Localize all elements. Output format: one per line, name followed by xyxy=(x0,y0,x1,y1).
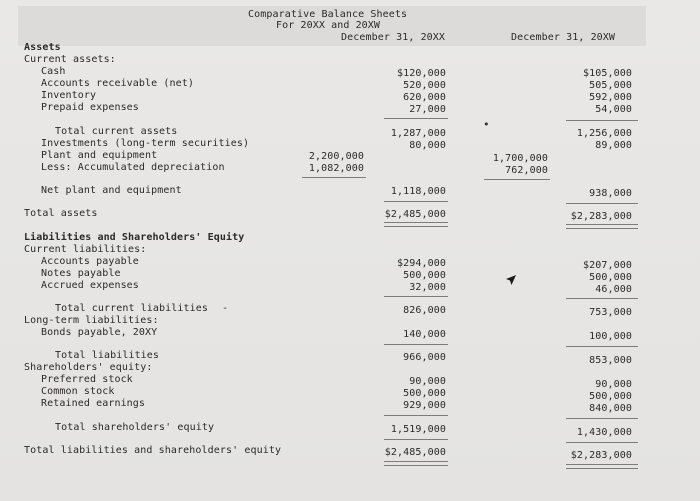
total-liab-equity-20xx: $2,485,000 xyxy=(384,447,446,458)
total-current-liab-label: Total current liabilities xyxy=(55,303,209,314)
total-liab-label: Total liabilities xyxy=(55,350,160,361)
total-liab-equity-20xw: $2,283,000 xyxy=(570,450,632,461)
investments-label: Investments (long-term securities) xyxy=(41,138,250,149)
double-rule-total-assets-20xx xyxy=(384,222,448,227)
bonds-20xw: 100,000 xyxy=(589,331,632,342)
total-liab-20xx: 966,000 xyxy=(403,352,446,363)
ar-20xw: 505,000 xyxy=(589,80,632,91)
ar-label: Accounts receivable (net) xyxy=(41,78,195,89)
prepaid-20xw: 54,000 xyxy=(595,104,632,115)
total-liab-20xw: 853,000 xyxy=(589,355,632,366)
accum-dep-20xx: 1,082,000 xyxy=(308,163,364,174)
rule-current-liab-20xw xyxy=(566,298,638,299)
accrued-label: Accrued expenses xyxy=(41,280,139,291)
investments-20xw: 89,000 xyxy=(595,140,632,151)
plant-20xw: 1,700,000 xyxy=(492,153,548,164)
plant-label: Plant and equipment xyxy=(41,150,158,161)
total-liab-equity-label: Total liabilities and shareholders' equity xyxy=(24,445,282,456)
total-current-assets-label: Total current assets xyxy=(55,126,178,137)
rule-bonds-20xw xyxy=(566,346,638,347)
rule-total-equity-20xx xyxy=(384,439,448,440)
sheet-subtitle: For 20XX and 20XW xyxy=(276,20,381,31)
mouse-pointer-icon xyxy=(505,274,517,286)
stray-dash-mark: - xyxy=(222,303,229,314)
total-current-liab-20xw: 753,000 xyxy=(589,307,632,318)
rule-net-plant-20xx xyxy=(384,201,448,202)
net-plant-20xw: 938,000 xyxy=(589,188,632,199)
rule-accum-dep-20xw xyxy=(484,179,550,180)
total-current-assets-20xw: 1,256,000 xyxy=(576,128,632,139)
ap-20xx: $294,000 xyxy=(397,258,446,269)
net-plant-label: Net plant and equipment xyxy=(41,185,182,196)
cash-20xw: $105,000 xyxy=(583,68,632,79)
total-current-assets-20xx: 1,287,000 xyxy=(390,128,446,139)
accrued-20xx: 32,000 xyxy=(409,282,446,293)
notes-20xw: 500,000 xyxy=(589,272,632,283)
double-rule-total-assets-20xw xyxy=(566,224,638,229)
total-assets-20xw: $2,283,000 xyxy=(570,211,632,222)
inventory-20xx: 620,000 xyxy=(403,92,446,103)
assets-heading: Assets xyxy=(24,42,61,53)
sheet-title: Comparative Balance Sheets xyxy=(248,9,408,20)
double-rule-grand-total-20xx xyxy=(384,461,448,466)
total-current-liab-20xx: 826,000 xyxy=(403,305,446,316)
accum-dep-20xw: 762,000 xyxy=(505,165,548,176)
retained-label: Retained earnings xyxy=(41,398,146,409)
notes-20xx: 500,000 xyxy=(403,270,446,281)
investments-20xx: 80,000 xyxy=(409,140,446,151)
rule-current-assets-20xx xyxy=(384,118,448,119)
rule-net-plant-20xw xyxy=(566,203,638,204)
longterm-liab-heading: Long-term liabilities: xyxy=(24,315,159,326)
total-assets-20xx: $2,485,000 xyxy=(384,209,446,220)
column-header-20xx: December 31, 20XX xyxy=(341,32,446,43)
retained-20xw: 840,000 xyxy=(589,403,632,414)
inventory-20xw: 592,000 xyxy=(589,92,632,103)
column-header-20xw: December 31, 20XW xyxy=(511,32,616,43)
total-equity-20xw: 1,430,000 xyxy=(576,427,632,438)
net-plant-20xx: 1,118,000 xyxy=(390,186,446,197)
total-equity-20xx: 1,519,000 xyxy=(390,424,446,435)
ap-20xw: $207,000 xyxy=(583,260,632,271)
common-label: Common stock xyxy=(41,386,115,397)
ar-20xx: 520,000 xyxy=(403,80,446,91)
inventory-label: Inventory xyxy=(41,90,97,101)
bonds-label: Bonds payable, 20XY xyxy=(41,327,158,338)
total-equity-label: Total shareholders' equity xyxy=(55,422,215,433)
common-20xw: 500,000 xyxy=(589,391,632,402)
preferred-label: Preferred stock xyxy=(41,374,133,385)
double-rule-grand-total-20xw xyxy=(566,464,638,469)
notes-label: Notes payable xyxy=(41,268,121,279)
preferred-20xw: 90,000 xyxy=(595,379,632,390)
total-assets-label: Total assets xyxy=(24,208,98,219)
preferred-20xx: 90,000 xyxy=(409,376,446,387)
shareholders-equity-heading: Shareholders' equity: xyxy=(24,362,153,373)
common-20xx: 500,000 xyxy=(403,388,446,399)
liabilities-equity-heading: Liabilities and Shareholders' Equity xyxy=(24,232,245,243)
bonds-20xx: 140,000 xyxy=(403,329,446,340)
cash-label: Cash xyxy=(41,66,66,77)
cash-20xx: $120,000 xyxy=(397,68,446,79)
prepaid-label: Prepaid expenses xyxy=(41,102,139,113)
rule-current-liab-20xx xyxy=(384,296,448,297)
stray-dot-mark: • xyxy=(483,118,490,131)
rule-bonds-20xx xyxy=(384,344,448,345)
accrued-20xw: 46,000 xyxy=(595,284,632,295)
rule-accum-dep-20xx xyxy=(302,177,366,178)
current-assets-heading: Current assets: xyxy=(24,54,116,65)
plant-20xx: 2,200,000 xyxy=(308,151,364,162)
ap-label: Accounts payable xyxy=(41,256,139,267)
rule-retained-20xw xyxy=(566,418,638,419)
rule-retained-20xx xyxy=(384,415,448,416)
current-liabilities-heading: Current liabilities: xyxy=(24,244,147,255)
accum-dep-label: Less: Accumulated depreciation xyxy=(41,162,225,173)
retained-20xx: 929,000 xyxy=(403,400,446,411)
rule-total-equity-20xw xyxy=(566,442,638,443)
rule-current-assets-20xw xyxy=(566,120,638,121)
prepaid-20xx: 27,000 xyxy=(409,104,446,115)
